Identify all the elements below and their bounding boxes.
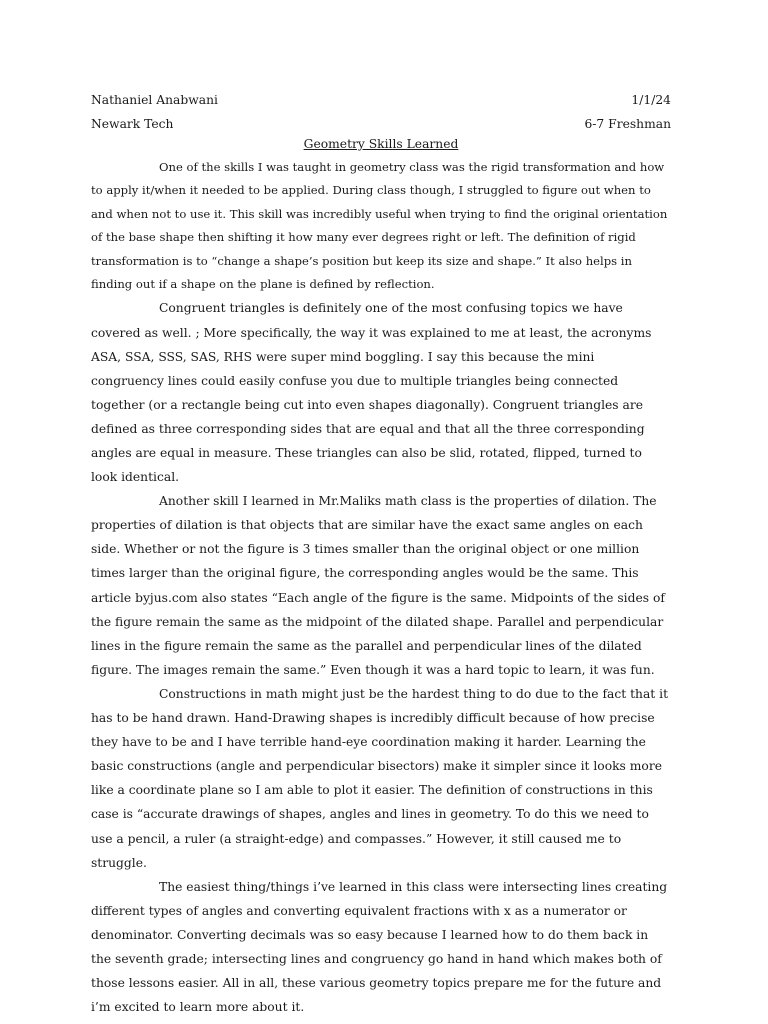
paragraph-congruent-triangles: Congruent triangles is definitely one of the most confusing topics we have covered as well. ; More specifically, the way it was explained to me at least, the acronyms ASA, SSA, SSS, SAS, RHS were super mind boggling. I say this because the mini congruency lines could easily confuse you due to multiple triangles being connected together (or a rectangle being cut into even shapes diagonally). Congruent triangles are defined as three corresponding sides that are equal and that all the three corresponding angles are equal in measure. These triangles can also be slid, rotated, flipped, turned to look identical. xyxy=(91,301,652,485)
paragraph-dilation: Another skill I learned in Mr.Maliks math class is the properties of dilation. The properties of dilation is that objects that are similar have the exact same angles on each side. Whether or not the figure is 3 times smaller than the original object or one million times larger than the original figure, the corresponding angles would be the same. This article byjus.com also states “Each angle of the figure is the same. Midpoints of the sides of the figure remain the same as the midpoint of the dilated shape. Parallel and perpendicular lines in the figure remain the same as the parallel and perpendicular lines of the dilated figure. The images remain the same.” Even though it was a hard topic to learn, it was fun. xyxy=(91,494,665,677)
grade-level: 6-7 Freshman xyxy=(584,117,671,131)
author-name: Nathaniel Anabwani xyxy=(91,93,218,107)
header-row-1 xyxy=(91,88,671,112)
essay-title: Geometry Skills Learned xyxy=(303,137,459,151)
paragraph-constructions: Constructions in math might just be the hardest thing to do due to the fact that it has to be hand drawn. Hand-Drawing shapes is incredibly difficult because of how precise they have to be and I have terrible hand-eye coordination making it harder. Learning the basic constructions (angle and perpendicular bisectors) make it simpler since it looks more like a coordinate plane so I am able to plot it easier. The definition of constructions in this case is “accurate drawings of shapes, angles and lines in geometry. To do this we need to use a pencil, a ruler (a straight-edge) and compasses.” However, it still caused me to struggle. xyxy=(91,686,669,870)
paragraph-intersecting-lines: The easiest thing/things i’ve learned in this class were intersecting lines creating different types of angles and converting equivalent fractions with x as a numerator or denominator. Converting decimals was so easy because I learned how to do them back in the seventh grade; intersecting lines and congruency go hand in hand which makes both of those lessons easier. All in all, these various geometry topics prepare me for the future and i’m excited to learn more about it. xyxy=(91,879,668,1015)
paragraph-rigid-transformation: One of the skills I was taught in geometry class was the rigid transformation and how to apply it/when it needed to be applied. During class though, I struggled to figure out when to and when not to use it. This skill was incredibly useful when trying to find the original orientation of the base shape then shifting it how many ever degrees right or left. The definition of rigid transformation is to “change a shape’s position but keep its size and shape.” It also helps in finding out if a shape on the plane is defined by reflection. xyxy=(91,160,668,292)
document-date: 1/1/24 xyxy=(631,93,671,107)
school-name: Newark Tech xyxy=(91,117,174,131)
document-body xyxy=(91,88,671,1019)
